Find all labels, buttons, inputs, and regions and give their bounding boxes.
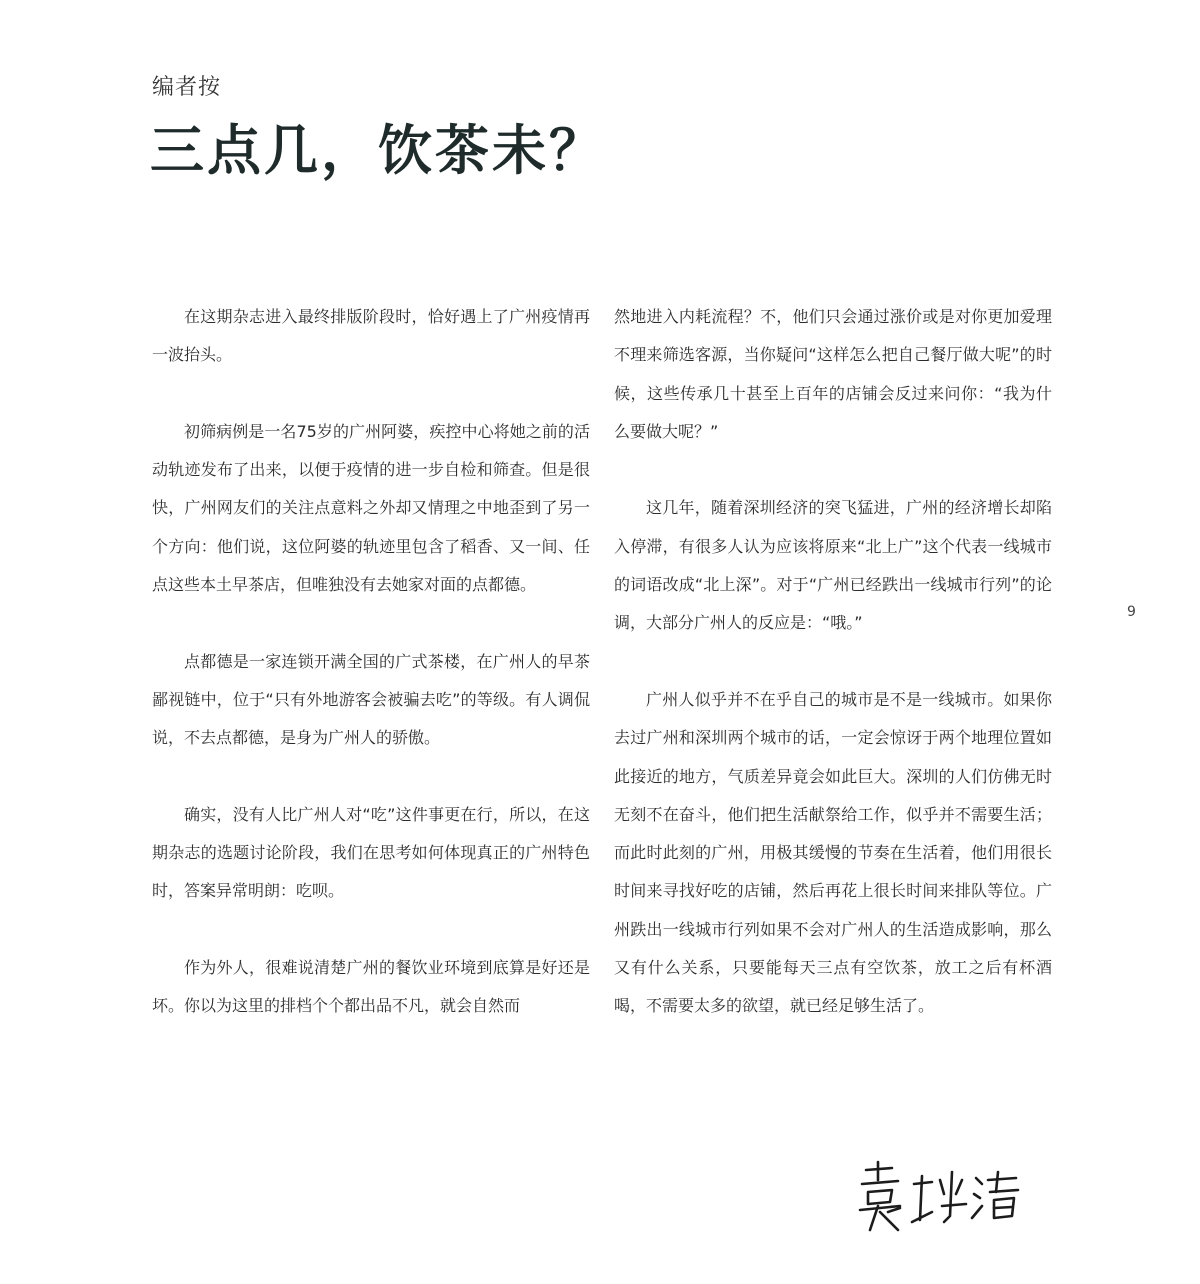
page-title: 三点几，饮茶未？: [150, 119, 606, 182]
paragraph-continued: 然地进入内耗流程？不，他们只会通过涨价或是对你更加爱理不理来筛选客源，当你疑问“这样怎么把自己餐厅做大呢”的时候，这些传承几十甚至上百年的店铺会反过来问你：“我为什么要做大呢？”: [614, 307, 1052, 441]
paragraph: 作为外人，很难说清楚广州的餐饮业环境到底算是好还是坏。你以为这里的排档个个都出品不凡，就会自然而: [152, 958, 590, 1016]
paragraph: 广州人似乎并不在乎自己的城市是不是一线城市。如果你去过广州和深圳两个城市的话，一定会惊讶于两个地理位置如此接近的地方，气质差异竟会如此巨大。深圳的人们仿佛无时无刻不在奋斗，他们把生活献祭给工作，似乎并不需要生活；而此时此刻的广州，用极其缓慢的节奏在生活着，他们用很长时间来寻找好吃的店铺，然后再花上很长时间来排队等位。广州跌出一线城市行列如果不会对广州人的生活造成影响，那么又有什么关系，只要能每天三点有空饮茶，放工之后有杯酒喝，不需要太多的欲望，就已经足够生活了。: [614, 689, 1052, 1016]
right-column: [614, 298, 1052, 1064]
page-number: 9: [1127, 604, 1136, 620]
paragraph: 在这期杂志进入最终排版阶段时，恰好遇上了广州疫情再一波抬头。: [152, 307, 590, 365]
left-column: [152, 298, 590, 1064]
section-kicker: 编者按: [152, 75, 222, 100]
paragraph: 初筛病例是一名75岁的广州阿婆，疾控中心将她之前的活动轨迹发布了出来，以便于疫情的进一步自检和筛查。但是很快，广州网友们的关注点意料之外却又情理之中地歪到了另一个方向：他们说，这位阿婆的轨迹里包含了稻香、又一间、任点这些本土早茶店，但唯独没有去她家对面的点都德。: [152, 421, 590, 595]
handwritten-signature: [848, 1150, 1038, 1240]
paragraph: 这几年，随着深圳经济的突飞猛进，广州的经济增长却陷入停滞，有很多人认为应该将原来“北上广”这个代表一线城市的词语改成“北上深”。对于“广州已经跌出一线城市行列”的论调，大部分广州人的反应是：“哦。”: [614, 498, 1052, 633]
paragraph: 点都德是一家连锁开满全国的广式茶楼，在广州人的早茶鄙视链中，位于“只有外地游客会被骗去吃”的等级。有人调侃说，不去点都德，是身为广州人的骄傲。: [152, 651, 590, 748]
paragraph: 确实，没有人比广州人对“吃”这件事更在行，所以，在这期杂志的选题讨论阶段，我们在思考如何体现真正的广州特色时，答案异常明朗：吃呗。: [152, 804, 590, 901]
